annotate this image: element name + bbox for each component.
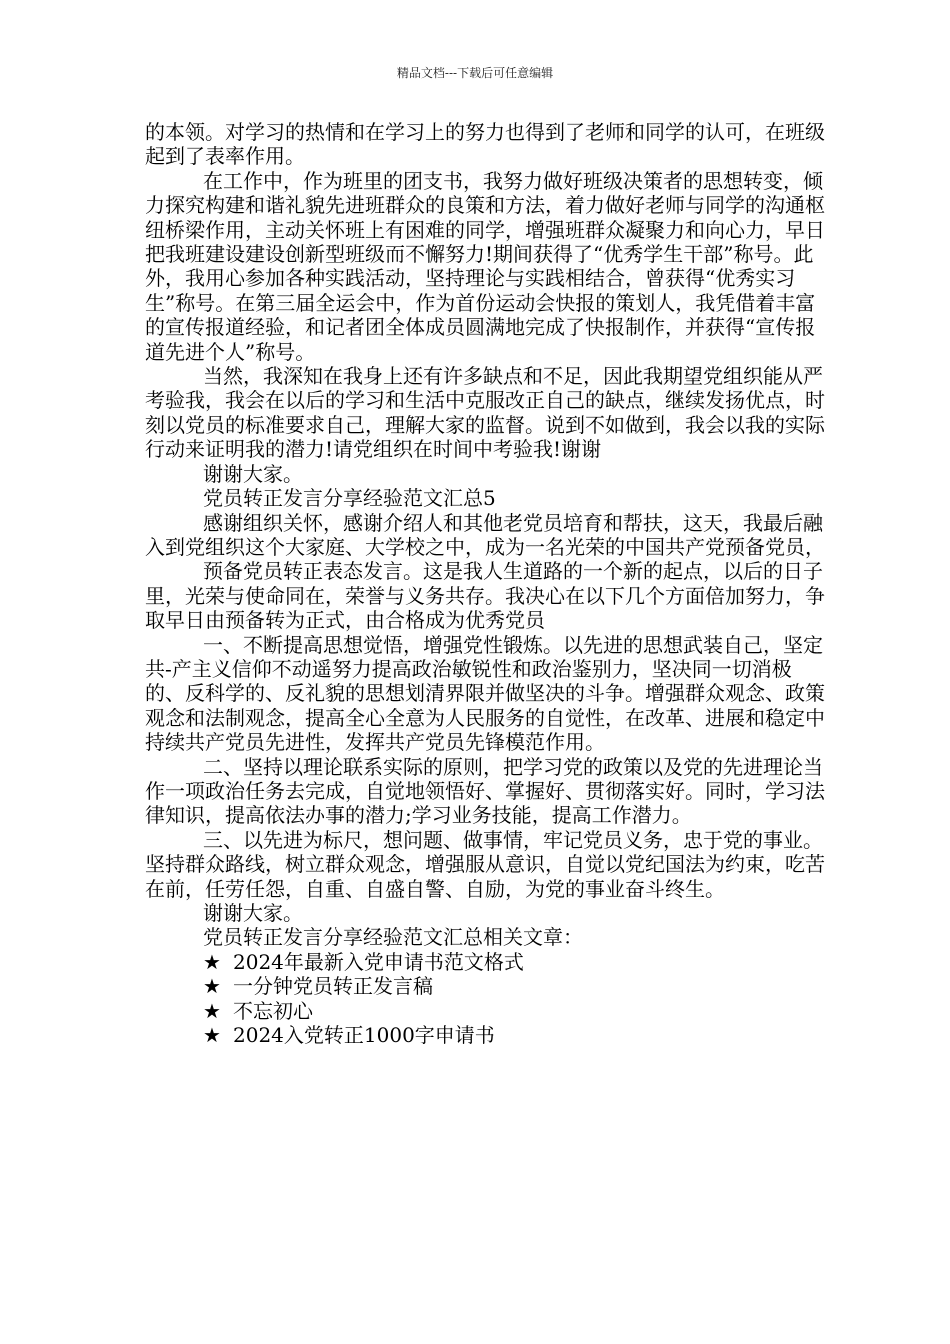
paragraph: 谢谢大家。 bbox=[203, 461, 303, 486]
paragraph: 感谢组织关怀，感谢介绍人和其他老党员培育和帮扶，这天，我最后融入到党组织这个大家庭、大学校之中，成为一名光荣的中国共产党预备党员， bbox=[145, 510, 825, 559]
paragraph: 二、坚持以理论联系实际的原则，把学习党的政策以及党的先进理论当作一项政治任务去完成，自觉地领悟好、掌握好、贯彻落实好。同时，学习法律知识，提高依法办事的潜力;学习业务技能，提高工作潜力。 bbox=[145, 754, 825, 828]
star-icon: ★ bbox=[203, 1023, 221, 1048]
section-title: 党员转正发言分享经验范文汇总5 bbox=[203, 486, 496, 511]
related-link-label: 2024入党转正1000字申请书 bbox=[233, 1023, 495, 1048]
related-link-label: 一分钟党员转正发言稿 bbox=[233, 974, 433, 999]
paragraph: 三、以先进为标尺，想问题、做事情，牢记党员义务，忠于党的事业。坚持群众路线，树立群众观念，增强服从意识，自觉以党纪国法为约束，吃苦在前，任劳任怨，自重、自盛自警、自励，为党的事业奋斗终生。 bbox=[145, 827, 825, 901]
related-link[interactable] bbox=[145, 999, 825, 1023]
star-icon: ★ bbox=[203, 949, 221, 974]
related-link[interactable] bbox=[145, 950, 825, 974]
star-icon: ★ bbox=[203, 974, 221, 999]
related-heading: 党员转正发言分享经验范文汇总相关文章： bbox=[203, 925, 583, 950]
related-link[interactable] bbox=[145, 974, 825, 998]
paragraph: 预备党员转正表态发言。这是我人生道路的一个新的起点，以后的日子里，光荣与使命同在，荣誉与义务共存。我决心在以下几个方面倍加努力，争取早日由预备转为正式，由合格成为优秀党员 bbox=[145, 559, 825, 633]
paragraph: 当然，我深知在我身上还有许多缺点和不足，因此我期望党组织能从严考验我，我会在以后的学习和生活中克服改正自己的缺点，继续发扬优点，时刻以党员的标准要求自己，理解大家的监督。说到不如做到，我会以我的实际行动来证明我的潜力!请党组织在时间中考验我!谢谢 bbox=[145, 364, 825, 462]
related-link-label: 2024年最新入党申请书范文格式 bbox=[233, 949, 524, 974]
paragraph: 谢谢大家。 bbox=[203, 901, 303, 925]
document-body bbox=[145, 120, 825, 1047]
star-icon: ★ bbox=[203, 998, 221, 1023]
related-link[interactable] bbox=[145, 1023, 825, 1047]
paragraph: 一、不断提高思想觉悟，增强党性锻炼。以先进的思想武装自己，坚定共-产主义信仰不动遥努力提高政治敏锐性和政治鉴别力，坚决同一切消极的、反科学的、反礼貌的思想划清界限并做坚决的斗争。增强群众观念、政策观念和法制观念，提高全心全意为人民服务的自觉性，在改革、进展和稳定中持续共产党员先进性，发挥共产党员先锋模范作用。 bbox=[145, 632, 825, 755]
page-header: 精品文档---下载后可任意编辑 bbox=[396, 66, 554, 80]
paragraph: 在工作中，作为班里的团支书，我努力做好班级决策者的思想转变，倾力探究构建和谐礼貌先进班群众的良策和方法，着力做好老师与同学的沟通枢纽桥梁作用，主动关怀班上有困难的同学，增强班群众凝聚力和向心力，早日把我班建设建设创新型班级而不懈努力!期间获得了“优秀学生干部”称号。此外，我用心参加各种实践活动，坚持理论与实践相结合，曾获得“优秀实习生”称号。在第三届全运会中，作为首份运动会快报的策划人，我凭借着丰富的宣传报道经验，和记者团全体成员圆满地完成了快报制作，并获得“宣传报道先进个人”称号。 bbox=[145, 168, 825, 364]
paragraph: 的本领。对学习的热情和在学习上的努力也得到了老师和同学的认可，在班级起到了表率作用。 bbox=[145, 120, 825, 169]
related-link-label: 不忘初心 bbox=[233, 998, 313, 1023]
